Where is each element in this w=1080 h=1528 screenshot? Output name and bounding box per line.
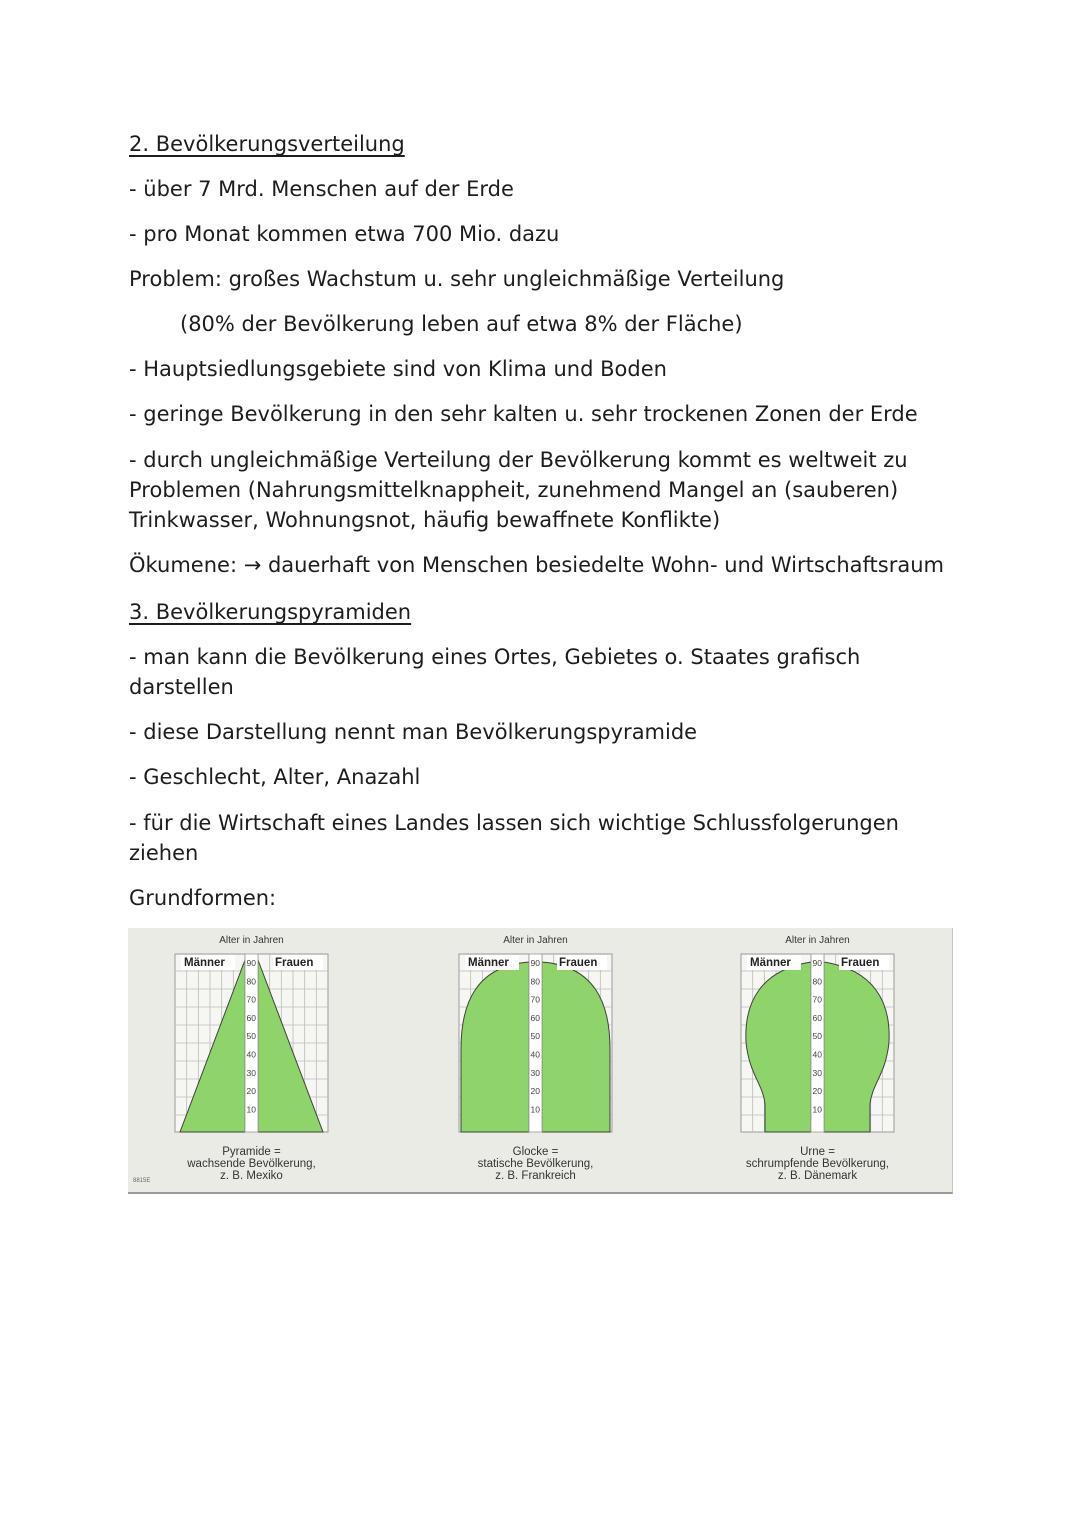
text-paragraph: - man kann die Bevölkerung eines Ortes, Gebietes o. Staates grafisch darstellen — [129, 645, 861, 699]
age-tick-label: 10 — [530, 1104, 540, 1115]
age-tick-label: 50 — [812, 1031, 822, 1042]
text-line: - Geschlecht, Alter, Anazahl — [129, 765, 421, 789]
age-tick-label: 90 — [246, 958, 256, 968]
text-line: - geringe Bevölkerung in den sehr kalten u. sehr trockenen Zonen der Erde — [129, 402, 918, 426]
age-tick-label: 10 — [812, 1104, 822, 1115]
women-label: Frauen — [841, 957, 880, 969]
text-line: - über 7 Mrd. Menschen auf der Erde — [129, 177, 514, 201]
age-tick-label: 80 — [246, 976, 256, 987]
age-tick-label: 70 — [530, 994, 540, 1005]
text-line: - pro Monat kommen etwa 700 Mio. dazu — [129, 222, 560, 246]
definition-oekumene: Ökumene: → dauerhaft von Menschen besiedelte Wohn- und Wirtschaftsraum — [129, 553, 944, 577]
age-tick-label: 60 — [246, 1012, 256, 1023]
population-pyramid-figure — [128, 928, 953, 1194]
chart-caption: z. B. Dänemark — [777, 1170, 858, 1182]
age-tick-label: 80 — [530, 976, 540, 987]
age-tick-label: 20 — [812, 1086, 822, 1097]
age-tick-label: 90 — [812, 958, 822, 968]
section-heading-population-pyramids: 3. Bevölkerungspyramiden — [129, 600, 412, 624]
age-tick-label: 20 — [530, 1086, 540, 1097]
chart-caption: Urne = — [800, 1146, 835, 1158]
age-tick-label: 80 — [812, 976, 822, 987]
age-tick-label: 60 — [812, 1012, 822, 1023]
age-tick-label: 20 — [246, 1086, 256, 1097]
age-tick-label: 50 — [246, 1031, 256, 1042]
text-line: - diese Darstellung nennt man Bevölkerungspyramide — [129, 720, 698, 744]
chart-caption: Pyramide = — [222, 1146, 281, 1158]
age-tick-label: 30 — [530, 1067, 540, 1078]
chart-caption: Glocke = — [512, 1146, 559, 1158]
chart-caption: z. B. Frankreich — [495, 1170, 576, 1182]
chart-caption: statische Bevölkerung, — [477, 1158, 594, 1170]
pyramid-diagrams — [128, 928, 952, 1192]
text-paragraph: - für die Wirtschaft eines Landes lassen sich wichtige Schlussfolgerungen ziehen — [129, 811, 899, 865]
men-label: Männer — [750, 957, 791, 969]
age-tick-label: 40 — [812, 1049, 822, 1060]
age-tick-label: 10 — [246, 1104, 256, 1115]
axis-title-age: Alter in Jahren — [785, 935, 850, 946]
age-tick-label: 50 — [530, 1031, 540, 1042]
text-line-basic-forms: Grundformen: — [129, 886, 277, 910]
men-label: Männer — [468, 957, 509, 969]
text-line: (80% der Bevölkerung leben auf etwa 8% der Fläche) — [180, 312, 743, 336]
men-label: Männer — [184, 957, 225, 969]
chart-caption: schrumpfende Bevölkerung, — [745, 1158, 890, 1170]
text-line: Problem: großes Wachstum u. sehr ungleichmäßige Verteilung — [129, 267, 785, 291]
axis-title-age: Alter in Jahren — [219, 935, 284, 946]
age-tick-label: 90 — [530, 958, 540, 968]
age-tick-label: 30 — [812, 1067, 822, 1078]
age-tick-label: 40 — [246, 1049, 256, 1060]
age-tick-label: 40 — [530, 1049, 540, 1060]
chart-caption: z. B. Mexiko — [220, 1170, 283, 1182]
section-heading-population-distribution: 2. Bevölkerungsverteilung — [129, 132, 405, 156]
chart-caption: wachsende Bevölkerung, — [187, 1158, 316, 1170]
age-tick-label: 60 — [530, 1012, 540, 1023]
women-label: Frauen — [559, 957, 598, 969]
text-paragraph: - durch ungleichmäßige Verteilung der Bevölkerung kommt es weltweit zu Problemen (Nahrungsmittelknappheit, zunehmend Mangel an (sauberen) Trinkwasser, Wohnungsnot, häufig bewaffnete Konflikte) — [129, 448, 908, 532]
text-line: - Hauptsiedlungsgebiete sind von Klima und Boden — [129, 357, 667, 381]
age-tick-label: 30 — [246, 1067, 256, 1078]
age-tick-label: 70 — [246, 994, 256, 1005]
women-label: Frauen — [275, 957, 314, 969]
age-tick-label: 70 — [812, 994, 822, 1005]
axis-title-age: Alter in Jahren — [503, 935, 568, 946]
copyright-code: 8815E — [133, 1178, 151, 1184]
